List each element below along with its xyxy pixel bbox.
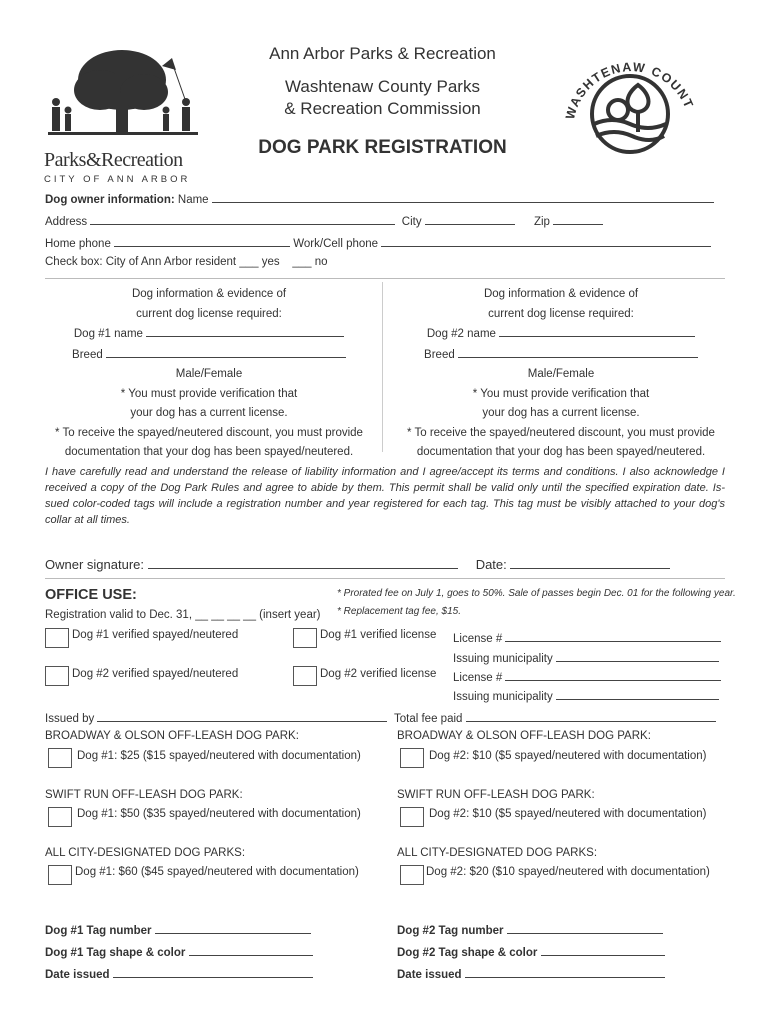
dog1-spayed-checkbox[interactable] (45, 628, 69, 648)
dog1-breed-label: Breed (72, 348, 103, 361)
address-label: Address (45, 216, 88, 228)
dog1-issuing-field[interactable] (556, 649, 719, 662)
logo-city: CITY OF ANN ARBOR (44, 174, 191, 185)
form-title: DOG PARK REGISTRATION (258, 137, 507, 158)
dog1-note-3: * To receive the spayed/neutered discount, you must provide (55, 426, 363, 439)
park3-dog2-fee: Dog #2: $20 ($10 spayed/neutered with documentation) (426, 866, 710, 878)
replacement-note: * Replacement tag fee, $15. (337, 606, 461, 617)
park1-dog1-fee: Dog #1: $25 ($15 spayed/neutered with documentation) (77, 750, 361, 762)
dog1-license-checkbox[interactable] (293, 628, 317, 648)
dog1-tag-shape-field[interactable] (189, 943, 313, 956)
dog1-license-no-label: License # (453, 633, 503, 645)
dog1-date-issued-field[interactable] (113, 965, 313, 978)
address-field[interactable] (90, 212, 395, 225)
dog2-sex-option[interactable]: Male/Female (527, 368, 595, 380)
work-phone-label: Work/Cell phone (293, 238, 379, 250)
owner-section-label: Dog owner information: (45, 194, 175, 206)
park1-dog2-fee: Dog #2: $10 ($5 spayed/neutered with documentation) (429, 750, 707, 762)
park3-dog1-checkbox[interactable] (48, 865, 72, 885)
liability-agreement: I have carefully read and understand the release of liability information and I agree/accept its terms and conditions. I also acknowledge I received a copy of the Dog Park Rules and agree to abide by them. This permit shall be valid only until the specified expiration date. Is-sued color-coded tags will include a registration number and year registered for each tag. This tag must be visibly attached to your dog's collar at all times. (45, 466, 725, 526)
dog2-spayed-label: Dog #2 verified spayed/neutered (72, 668, 239, 680)
dog1-spayed-label: Dog #1 verified spayed/neutered (72, 629, 239, 641)
dog1-breed-field[interactable] (106, 345, 346, 358)
dog1-date-issued-label: Date issued (45, 969, 110, 981)
dog2-license-label: Dog #2 verified license (320, 668, 437, 680)
dog2-heading-1: Dog information & evidence of (483, 288, 639, 300)
park1-dog1-checkbox[interactable] (48, 748, 72, 768)
dog1-heading-1: Dog information & evidence of (131, 288, 287, 300)
resident-checkbox-label[interactable]: Check box: City of Ann Arbor resident ___ yes (45, 256, 280, 268)
park3-dog1-fee: Dog #1: $60 ($45 spayed/neutered with documentation) (75, 866, 359, 878)
divider (45, 278, 725, 279)
dog2-note-4: documentation that your dog has been spayed/neutered. (416, 446, 706, 458)
dog1-panel (40, 285, 378, 463)
org-line-1: Ann Arbor Parks & Recreation (269, 44, 496, 63)
park-name: ALL CITY-DESIGNATED DOG PARKS: (45, 847, 246, 859)
dog2-note-1: * You must provide verification that (472, 387, 650, 400)
park2-dog2-fee: Dog #2: $10 ($5 spayed/neutered with documentation) (429, 808, 707, 820)
org-line-2: Washtenaw County Parks (285, 77, 480, 96)
logo-wordmark: Parks&Recreation (44, 149, 183, 171)
dog2-heading-2: current dog license required: (488, 307, 634, 320)
dog2-name-label: Dog #2 name (426, 328, 496, 340)
dog2-tag-number-label: Dog #2 Tag number (397, 925, 504, 937)
dog1-license-label: Dog #1 verified license (320, 629, 437, 641)
dog2-date-issued-field[interactable] (465, 965, 665, 978)
dog1-note-1: * You must provide verification that (120, 387, 298, 400)
registration-valid: Registration valid to Dec. 31, __ __ __ __ (insert year) (45, 609, 321, 621)
park2-dog2-checkbox[interactable] (400, 807, 424, 827)
issued-by-label: Issued by (45, 713, 95, 725)
org-line-3: & Recreation Commission (284, 99, 481, 118)
dog1-note-4: documentation that your dog has been spayed/neutered. (64, 446, 354, 458)
dog2-name-field[interactable] (499, 324, 695, 337)
total-fee-label: Total fee paid (394, 713, 463, 725)
dog1-tag-number-label: Dog #1 Tag number (45, 925, 152, 937)
park-name: BROADWAY & OLSON OFF-LEASH DOG PARK: (45, 730, 299, 742)
park-name: SWIFT RUN OFF-LEASH DOG PARK: (45, 789, 243, 801)
park2-dog1-fee: Dog #1: $50 ($35 spayed/neutered with documentation) (77, 808, 361, 820)
dog2-issuing-field[interactable] (556, 687, 719, 700)
dog2-issuing-label: Issuing municipality (453, 691, 553, 703)
dog2-tag-number-field[interactable] (507, 921, 663, 934)
office-use-title: OFFICE USE: (45, 587, 137, 603)
parks-rec-logo (44, 44, 206, 184)
dog2-spayed-checkbox[interactable] (45, 666, 69, 686)
date-label: Date: (475, 557, 507, 572)
dog2-panel (392, 285, 730, 463)
zip-label: Zip (533, 216, 550, 228)
owner-name-field[interactable] (212, 190, 714, 203)
park-name: BROADWAY & OLSON OFF-LEASH DOG PARK: (397, 730, 651, 742)
name-label: Name (177, 194, 209, 206)
dog1-issuing-label: Issuing municipality (453, 653, 553, 665)
dog1-tag-number-field[interactable] (155, 921, 311, 934)
park-name: SWIFT RUN OFF-LEASH DOG PARK: (397, 789, 595, 801)
tree-family-kite-icon (44, 44, 206, 140)
issued-by-field[interactable] (97, 709, 387, 722)
park-name: ALL CITY-DESIGNATED DOG PARKS: (397, 847, 598, 859)
home-phone-field[interactable] (114, 234, 290, 247)
work-phone-field[interactable] (381, 234, 711, 247)
dog1-tag-shape-label: Dog #1 Tag shape & color (45, 947, 186, 959)
park2-dog1-checkbox[interactable] (48, 807, 72, 827)
column-divider (382, 282, 383, 452)
washtenaw-seal-icon (560, 40, 700, 185)
dog1-sex-option[interactable]: Male/Female (175, 368, 243, 380)
city-label: City (401, 216, 422, 228)
dog2-license-checkbox[interactable] (293, 666, 317, 686)
dog2-tag-shape-label: Dog #2 Tag shape & color (397, 947, 538, 959)
dog2-breed-label: Breed (424, 348, 455, 361)
divider (45, 578, 725, 579)
washtenaw-seal (560, 40, 700, 185)
dog2-date-issued-label: Date issued (397, 969, 462, 981)
owner-signature-field[interactable] (148, 556, 458, 569)
dog1-name-field[interactable] (146, 324, 344, 337)
home-phone-label: Home phone (45, 238, 111, 250)
owner-signature-label: Owner signature: (45, 557, 144, 572)
dog2-note-3: * To receive the spayed/neutered discount, you must provide (407, 426, 715, 439)
zip-field[interactable] (553, 212, 603, 225)
seal-text: WASHTENAW COUNT (563, 59, 697, 121)
dog1-note-2: your dog has a current license. (130, 407, 288, 419)
total-fee-field[interactable] (466, 709, 716, 722)
dog1-heading-2: current dog license required: (136, 307, 282, 320)
resident-no-option[interactable]: ___ no (292, 256, 328, 268)
dog2-note-2: your dog has a current license. (482, 407, 640, 419)
city-field[interactable] (425, 212, 515, 225)
dog2-tag-shape-field[interactable] (541, 943, 665, 956)
signature-date-field[interactable] (510, 556, 670, 569)
dog1-name-label: Dog #1 name (73, 328, 143, 340)
park3-dog2-checkbox[interactable] (400, 865, 424, 885)
dog2-license-no-field[interactable] (505, 668, 721, 681)
dog1-license-no-field[interactable] (505, 629, 721, 642)
prorated-note: * Prorated fee on July 1, goes to 50%. Sale of passes begin Dec. 01 for the following year. (337, 588, 736, 599)
park1-dog2-checkbox[interactable] (400, 748, 424, 768)
dog2-license-no-label: License # (453, 672, 503, 684)
dog2-breed-field[interactable] (458, 345, 698, 358)
